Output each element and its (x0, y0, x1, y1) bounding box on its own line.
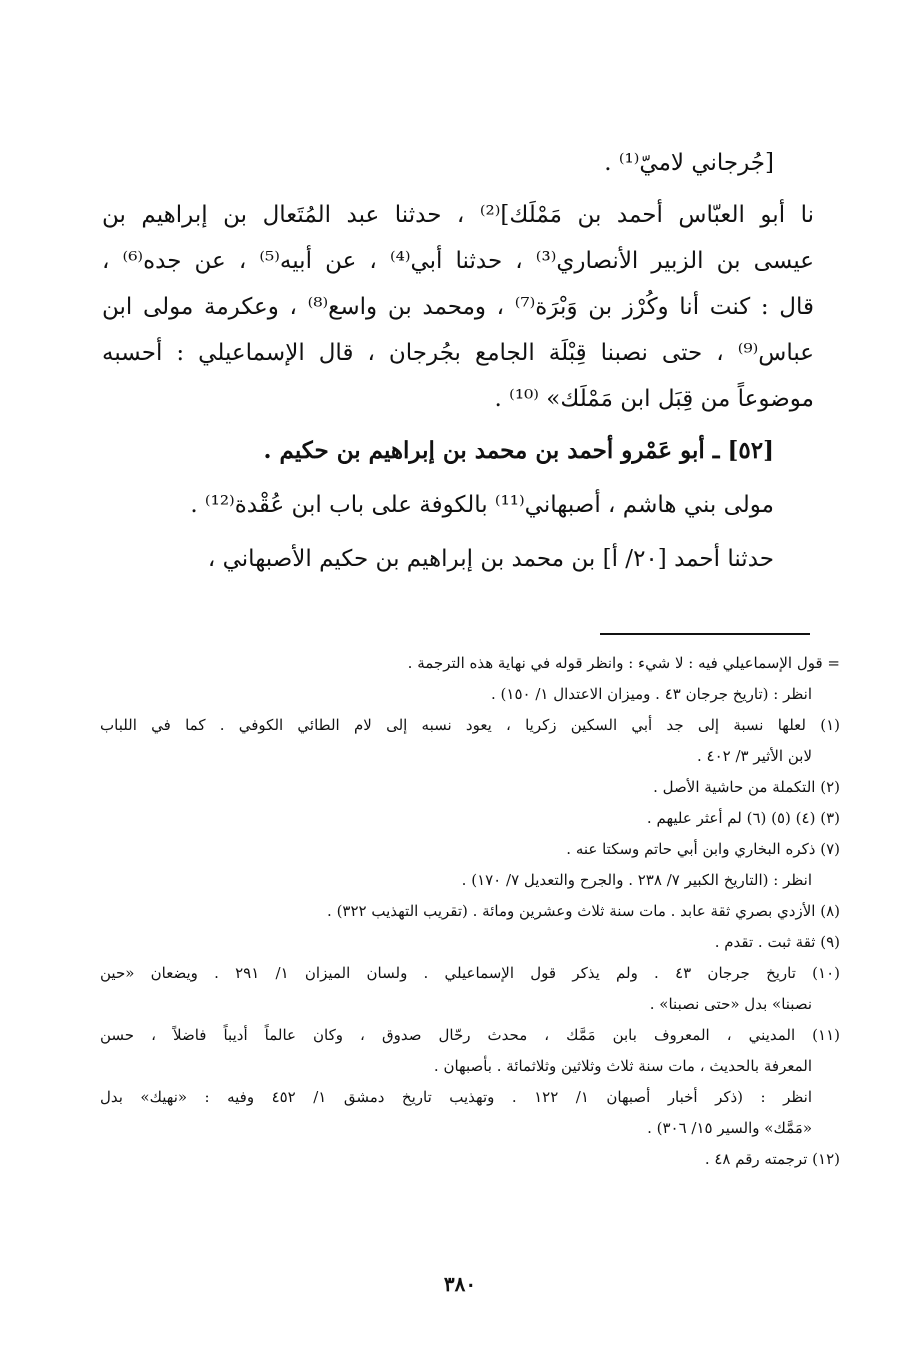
text-line: نا أبو العبّاس أحمد بن مَمْلَك]⁽²⁾ ، حدثنا عبد المُتَعال بن إبراهيم بن (102, 202, 814, 228)
text-line: عيسى بن الزبير الأنصاري⁽³⁾ ، حدثنا أبي⁽⁴⁾ ، عن أبيه⁽⁵⁾ ، عن جده⁽⁶⁾ ، (102, 248, 815, 274)
text-line: عباس⁽⁹⁾ ، حتى نصبنا قِبْلَة الجامع بجُرجان ، قال الإسماعيلي : أحسبه (102, 340, 814, 366)
footnote-line: (١) لعلها نسبة إلى جد أبي السكين زكريا ، يعود نسبه إلى لام الطائي الكوفي . كما في اللباب (100, 716, 840, 734)
footnote-line: = قول الإسماعيلي فيه : لا شيء : وانظر قوله في نهاية هذه الترجمة . (407, 654, 840, 672)
footnote-line: (٧) ذكره البخاري وابن أبي حاتم وسكتا عنه . (566, 840, 840, 858)
footnote-line: (٢) التكملة من حاشية الأصل . (653, 778, 840, 796)
main-text (102, 140, 814, 582)
footnote-separator (600, 633, 810, 635)
text-line: مولى بني هاشم ، أصبهاني⁽¹¹⁾ بالكوفة على باب ابن عُقْدة⁽¹²⁾ . (190, 492, 774, 518)
footnote-line: انظر : (ذكر أخبار أصبهان ١/ ١٢٢ . وتهذيب تاريخ دمشق ١/ ٤٥٢ وفيه : «نهيك» بدل (100, 1088, 812, 1106)
page-number: ٣٨٠ (443, 1272, 477, 1296)
entry-heading: [٥٢] ـ أبو عَمْرو أحمد بن محمد بن إبراهيم بن حكيم . (263, 437, 774, 464)
text-line: قال : كنت أنا وكُرْز بن وَبْرَة⁽⁷⁾ ، ومحمد بن واسع⁽⁸⁾ ، وعكرمة مولى ابن (102, 294, 815, 320)
text-line: موضوعاً من قِبَل ابن مَمْلَك» ⁽¹⁰⁾ . (494, 386, 814, 412)
footnote-line: (٨) الأزدي بصري ثقة عابد . مات سنة ثلاث وعشرين ومائة . (تقريب التهذيب ٣٢٢) . (327, 902, 840, 920)
footnote-line: (١٢) ترجمته رقم ٤٨ . (704, 1150, 840, 1168)
footnote-line: انظر : (تاريخ جرجان ٤٣ . وميزان الاعتدال ١/ ١٥٠) . (491, 685, 812, 703)
text-line: [جُرجاني لاميّ⁽¹⁾ . (604, 150, 774, 176)
footnote-line: (٩) ثقة ثبت . تقدم . (714, 933, 840, 951)
footnote-line: (٣) (٤) (٥) (٦) لم أعثر عليهم . (646, 809, 840, 827)
footnote-line: «مَمَّك» والسير ١٥/ ٣٠٦) . (647, 1119, 812, 1137)
text-line: حدثنا أحمد [٢٠/ أ] بن محمد بن إبراهيم بن حكيم الأصبهاني ، (207, 546, 774, 572)
footnote-line: (١٠) تاريخ جرجان ٤٣ . ولم يذكر قول الإسماعيلي . ولسان الميزان ١/ ٢٩١ . ويضعان «حين (100, 964, 840, 982)
footnotes (100, 648, 840, 1175)
footnote-line: المعرفة بالحديث ، مات سنة ثلاث وثلاثين وثلاثمائة . بأصبهان . (433, 1057, 812, 1075)
footnote-line: انظر : (التاريخ الكبير ٧/ ٢٣٨ . والجرح والتعديل ٧/ ١٧٠) . (461, 871, 812, 889)
footnote-line: لابن الأثير ٣/ ٤٠٢ . (697, 747, 812, 765)
footnote-line: نصبنا» بدل «حتى نصبنا» . (649, 995, 812, 1013)
footnote-line: (١١) المديني ، المعروف بابن مَمَّك ، محدث رحّال صدوق ، وكان عالماً أديباً فاضلاً ، حسن (100, 1026, 840, 1044)
